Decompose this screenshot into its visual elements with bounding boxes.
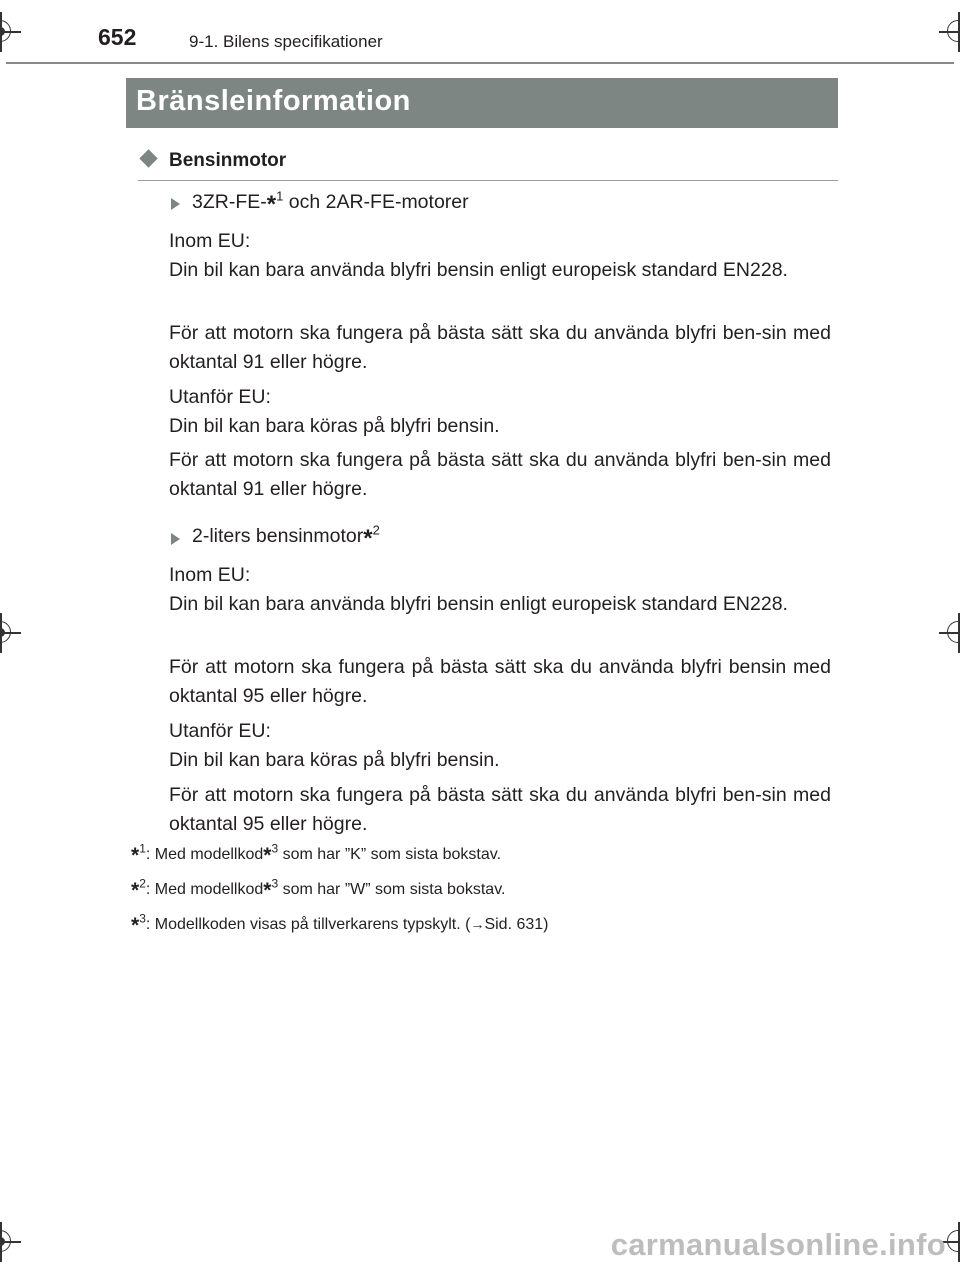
- triangle-bullet-icon: [171, 198, 180, 210]
- running-head: 9-1. Bilens specifikationer: [189, 32, 383, 51]
- paragraph-label: Inom EU:: [169, 230, 251, 252]
- engine-heading-text: och 2AR-FE-motorer: [283, 191, 469, 213]
- footnote-ref: 3: [271, 841, 279, 856]
- footnote-ref: 3: [271, 876, 279, 891]
- paragraph: För att motorn ska fungera på bästa sätt ska du använda blyfri ben-sin med oktantal 91 eller högre.: [169, 322, 831, 373]
- footnote: [131, 911, 549, 937]
- footnote-star: *: [263, 844, 272, 867]
- footnote-star: *: [131, 844, 140, 867]
- footnote-number: 1: [139, 841, 146, 856]
- footnote-text: : Med modellkod: [145, 846, 264, 863]
- paragraph-text: Din bil kan bara köras på blyfri bensin.: [169, 414, 500, 437]
- footnote-ref: 2: [372, 522, 380, 538]
- engine-heading-text: 2-liters bensinmotor: [192, 525, 364, 547]
- page-reference-link[interactable]: Sid. 631: [484, 916, 544, 933]
- footnote: [131, 841, 502, 867]
- paragraph-text: Din bil kan bara använda blyfri bensin enligt europeisk standard EN228.: [169, 592, 788, 615]
- footnote-star: *: [266, 191, 277, 218]
- engine-heading: [192, 522, 380, 552]
- subsection-title: Bensinmotor: [169, 150, 287, 171]
- footnote-ref: 1: [276, 188, 284, 204]
- diamond-bullet-icon: [139, 149, 157, 167]
- section-banner: [126, 78, 838, 128]
- paragraph-text: Din bil kan bara använda blyfri bensin enligt europeisk standard EN228.: [169, 258, 788, 281]
- footnote-star: *: [263, 879, 272, 902]
- crop-mark-icon: [0, 1222, 21, 1262]
- footnote-star: *: [131, 914, 140, 937]
- paragraph: För att motorn ska fungera på bästa sätt ska du använda blyfri ben-sin med oktantal 91 eller högre.: [169, 449, 831, 500]
- paragraph: [169, 561, 831, 618]
- watermark: carmanualsonline.info: [610, 1227, 946, 1262]
- crop-mark-icon: [939, 12, 960, 52]
- engine-heading: [192, 188, 469, 218]
- paragraph: [169, 383, 831, 440]
- engine-heading-text: 3ZR-FE-: [192, 191, 267, 213]
- subsection-heading: [138, 148, 838, 181]
- crop-mark-icon: [0, 613, 21, 653]
- section-title: Bränsleinformation: [136, 85, 411, 117]
- footnote-text: som har ”W” som sista bokstav.: [278, 881, 506, 898]
- footnote-star: *: [363, 525, 373, 552]
- footnote-number: 2: [139, 876, 146, 891]
- footnote-text: som har ”K” som sista bokstav.: [278, 846, 502, 863]
- header-divider: [6, 62, 954, 64]
- arrow-right-icon: →: [470, 916, 485, 932]
- footnote-text: : Med modellkod: [145, 881, 264, 898]
- triangle-bullet-icon: [171, 533, 180, 545]
- paragraph-text: Din bil kan bara köras på blyfri bensin.: [169, 748, 500, 771]
- footnote-text: : Modellkoden visas på tillverkarens typskylt. (: [145, 916, 471, 933]
- page-number: 652: [98, 24, 137, 50]
- crop-mark-icon: [0, 12, 21, 52]
- footnote: [131, 876, 506, 902]
- footnote-number: 3: [139, 911, 146, 926]
- paragraph-label: Utanför EU:: [169, 720, 271, 742]
- paragraph-label: Inom EU:: [169, 564, 251, 586]
- footnote-star: *: [131, 879, 140, 902]
- crop-mark-icon: [939, 613, 960, 653]
- paragraph-label: Utanför EU:: [169, 386, 271, 408]
- paragraph: För att motorn ska fungera på bästa sätt ska du använda blyfri bensin med oktantal 95 eller högre.: [169, 656, 831, 707]
- paragraph: För att motorn ska fungera på bästa sätt ska du använda blyfri ben-sin med oktantal 95 eller högre.: [169, 784, 831, 835]
- paragraph: [169, 717, 831, 774]
- paragraph: [169, 227, 831, 284]
- footnote-text: ): [543, 916, 549, 933]
